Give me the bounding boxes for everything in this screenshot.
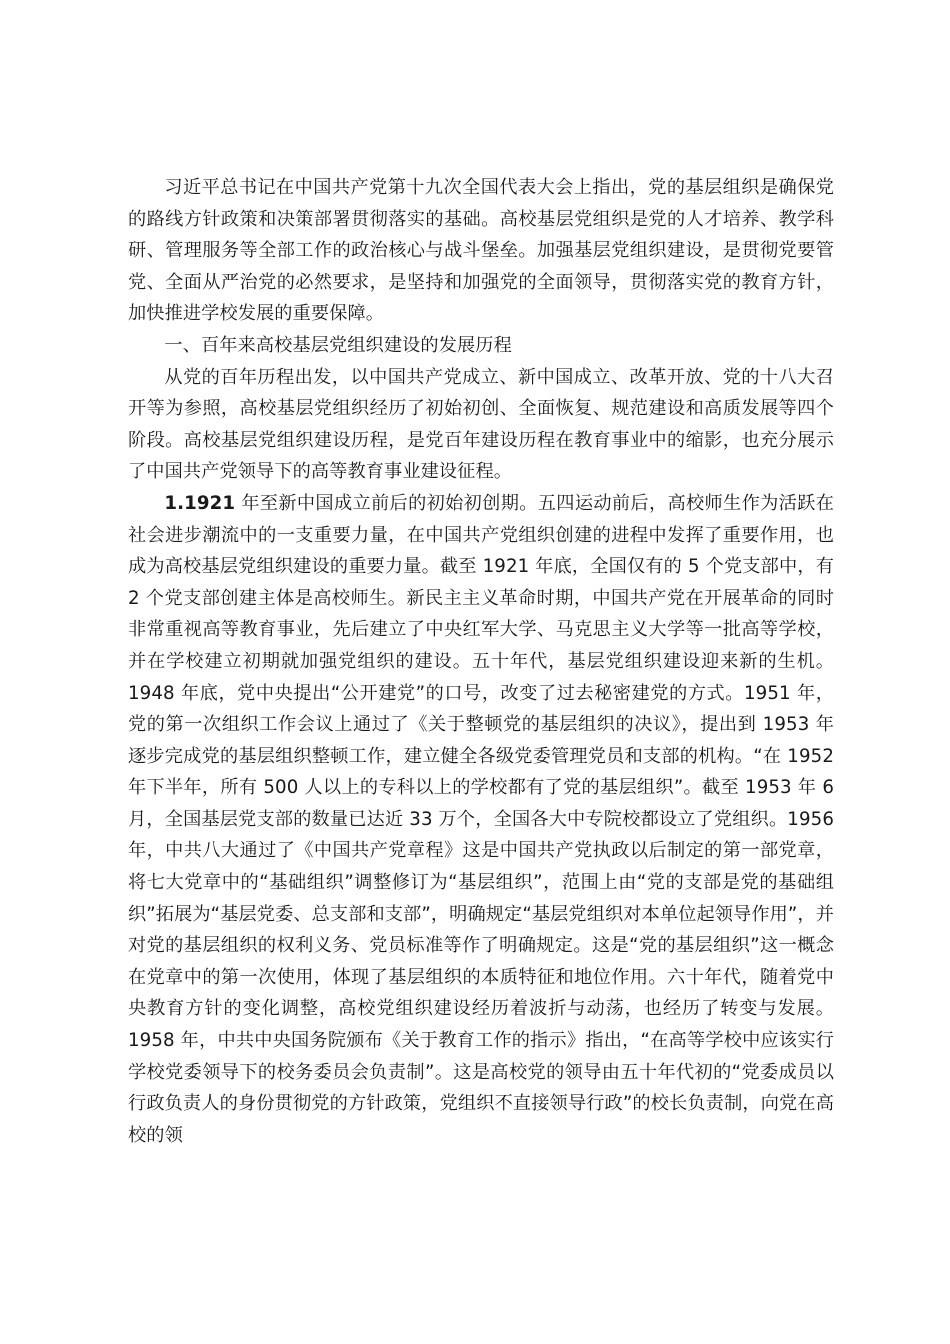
document-page bbox=[128, 172, 834, 1151]
history-overview-text: 从党的百年历程出发，以中国共产党成立、新中国成立、改革开放、党的十八大召开等为参照，高校基层党组织经历了初始初创、全面恢复、规范建设和高质发展等四个阶段。高校基层党组织建设历程，是党百年建设历程在教育事业中的缩影，也充分展示了中国共产党领导下的高等教育事业建设征程。 bbox=[128, 366, 834, 483]
section-heading-text: 一、百年来高校基层党组织建设的发展历程 bbox=[164, 334, 512, 356]
intro-paragraph bbox=[128, 172, 834, 330]
stage-one-text: 年至新中国成立前后的初始初创期。五四运动前后，高校师生作为活跃在社会进步潮流中的一支重要力量，在中国共产党组织创建的进程中发挥了重要作用，也成为高校基层党组织建设的重要力量。截至 1921 年底，全国仅有的 5 个党支部中，有 2 个党支部创建主体是高校师生。新民主主义革命时期，中国共产党在开展革命的同时非常重视高等教育事业，先后建立了中央红军大学、马克思主义大学等一批高等学校，并在学校建立初期就加强党组织的建设。五十年代，基层党组织建设迎来新的生机。1948 年底，党中央提出“公开建党”的口号，改变了过去秘密建党的方式。1951 年，党的第一次组织工作会议上通过了《关于整顿党的基层组织的决议》，提出到 1953 年逐步完成党的基层组织整顿工作，建立健全各级党委管理党员和支部的机构。“在 1952 年下半年，所有 500 人以上的专科以上的学校都有了党的基层组织”。截至 1953 年 6 月，全国基层党支部的数量已达近 33 万个，全国各大中专院校都设立了党组织。1956 年，中共八大通过了《中国共产党章程》这是中国共产党执政以后制定的第一部党章，将七大党章中的“基础组织”调整修订为“基层组织”，范围上由“党的支部是党的基础组织”拓展为“基层党委、总支部和支部”，明确规定“基层党组织对本单位起领导作用”，并对党的基层组织的权利义务、党员标准等作了明确规定。这是“党的基层组织”这一概念在党章中的第一次使用，体现了基层组织的本质特征和地位作用。六十年代，随着党中央教育方针的变化调整，高校党组织建设经历着波折与动荡，也经历了转变与发展。1958 年，中共中央国务院颁布《关于教育工作的指示》指出，“在高等学校中应该实行学校党委领导下的校务委员会负责制”。这是高校党的领导由五十年代初的“党委成员以行政负责人的身份贯彻党的方针政策，党组织不直接领导行政”的校长负责制，向党在高校的领 bbox=[128, 492, 834, 1146]
history-overview-paragraph bbox=[128, 362, 834, 488]
section-heading bbox=[128, 330, 834, 362]
stage-one-number: 1.1921 bbox=[164, 492, 236, 514]
intro-paragraph-text: 习近平总书记在中国共产党第十九次全国代表大会上指出，党的基层组织是确保党的路线方针政策和决策部署贯彻落实的基础。高校基层党组织是党的人才培养、教学科研、管理服务等全部工作的政治核心与战斗堡垒。加强基层党组织建设，是贯彻党要管党、全面从严治党的必然要求，是坚持和加强党的全面领导，贯彻落实党的教育方针，加快推进学校发展的重要保障。 bbox=[128, 177, 834, 325]
stage-one-paragraph bbox=[128, 488, 834, 1151]
